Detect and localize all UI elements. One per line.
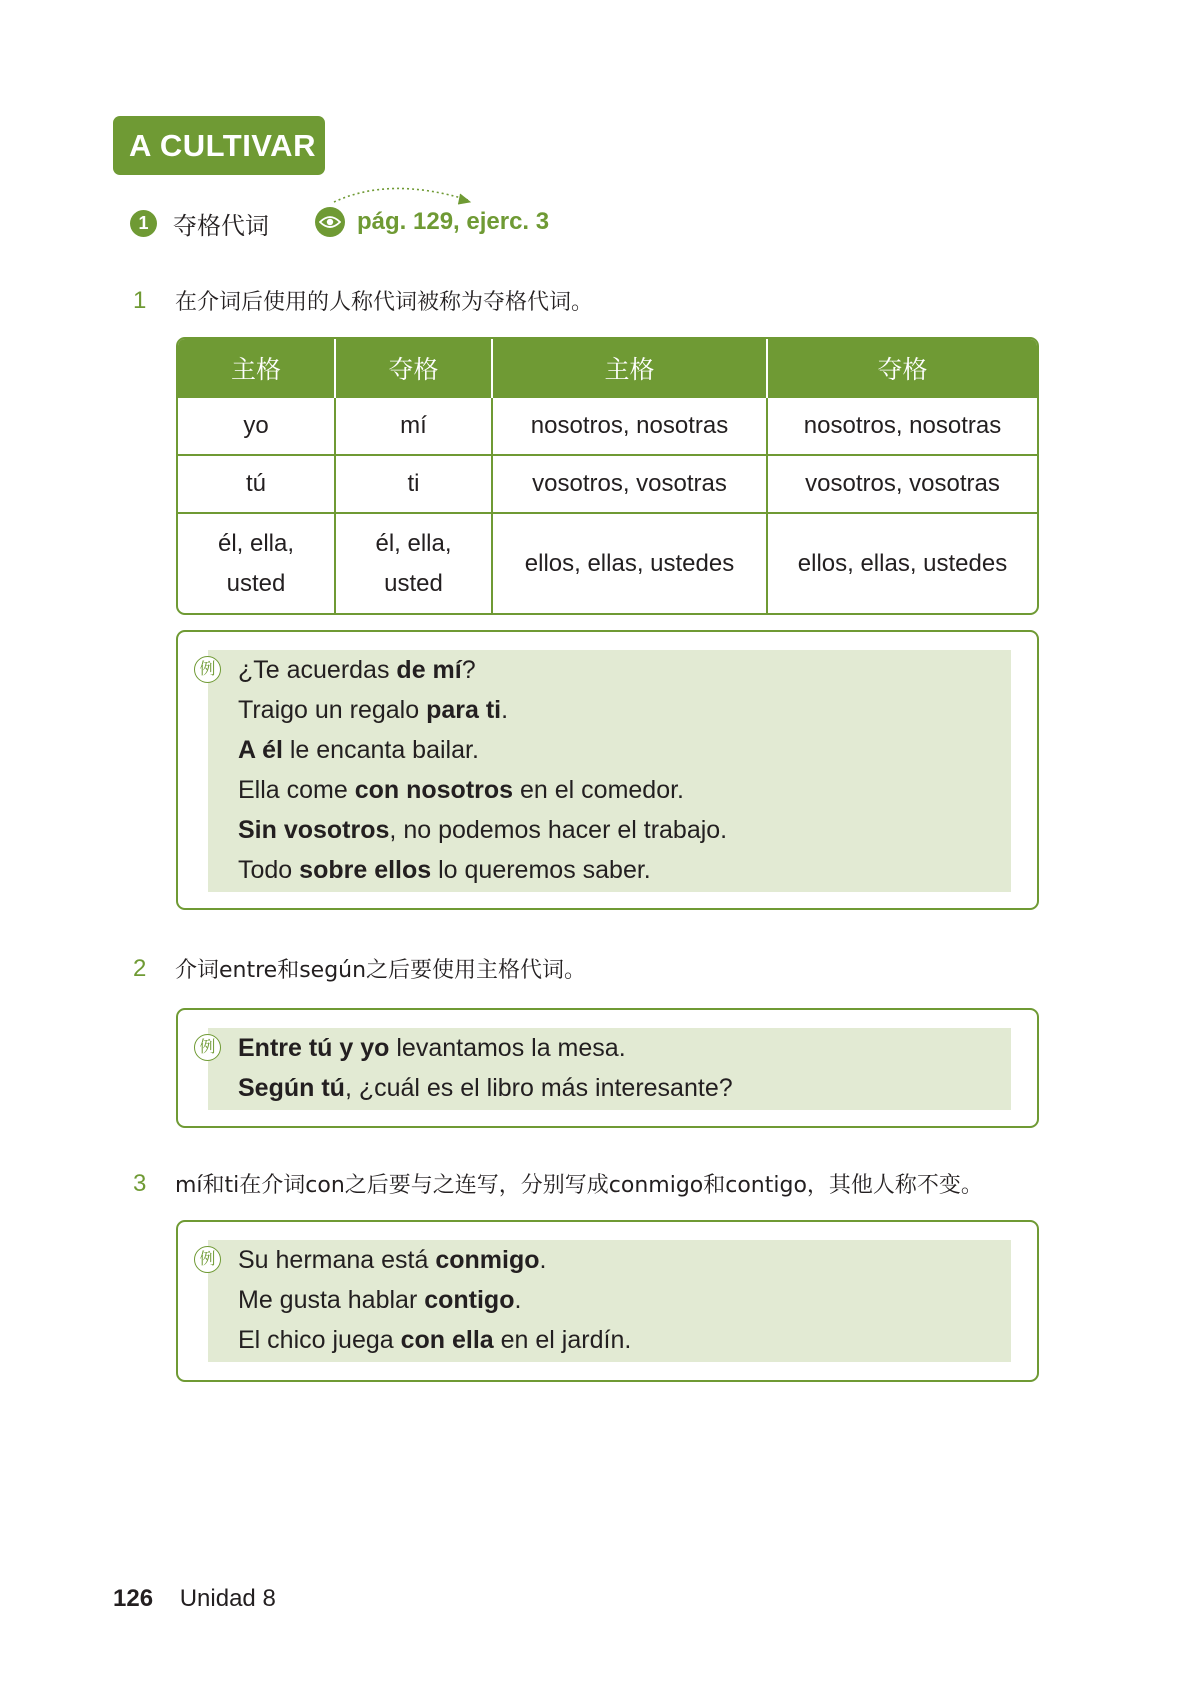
- sentence-text: ?: [461, 656, 476, 684]
- pronoun-phrase: de mí: [396, 656, 462, 684]
- table-header: 夺格: [335, 339, 492, 397]
- example-box-3: [176, 1220, 1039, 1382]
- rule-text: 在介词后使用的人称代词被称为夺格代词。: [175, 290, 594, 315]
- example-panel: [199, 650, 1011, 892]
- sentence-text: , no podemos hacer el trabajo.: [389, 816, 728, 844]
- table-cell: yo: [178, 397, 335, 455]
- table-cell: tú: [178, 455, 335, 513]
- eye-icon: [315, 207, 345, 237]
- example-lines: [238, 1240, 631, 1360]
- sentence-text: .: [539, 1246, 547, 1274]
- cell-line: usted: [226, 569, 286, 597]
- section-badge: A CULTIVAR: [113, 116, 325, 175]
- pronoun-phrase: Entre tú y yo: [238, 1034, 390, 1062]
- example-sentence: [238, 1280, 631, 1320]
- table-header: 夺格: [767, 339, 1037, 397]
- sentence-text: ¿Te acuerdas: [238, 656, 397, 684]
- example-icon: 例: [194, 1246, 221, 1273]
- sentence-text: en el comedor.: [513, 776, 684, 804]
- example-icon: 例: [194, 656, 221, 683]
- sentence-text: .: [501, 696, 509, 724]
- sentence-text: le encanta bailar.: [282, 736, 479, 764]
- table-header: 主格: [178, 339, 335, 397]
- rule-2: [133, 953, 586, 984]
- table-cell: [178, 513, 335, 613]
- example-lines: [238, 1028, 733, 1108]
- pronoun-phrase: con nosotros: [354, 776, 514, 804]
- cell-line: él, ella,: [217, 529, 295, 557]
- example-sentence: [238, 770, 727, 810]
- sentence-text: , ¿cuál es el libro más interesante?: [344, 1074, 733, 1102]
- pronoun-phrase: Sin vosotros: [238, 816, 390, 844]
- sentence-text: Su hermana está: [238, 1246, 436, 1274]
- table-cell: vosotros, vosotras: [492, 455, 767, 513]
- pronoun-phrase: A él: [238, 736, 283, 764]
- example-sentence: [238, 650, 727, 690]
- pronoun-phrase: para ti: [426, 696, 502, 724]
- rule-3: [133, 1168, 983, 1199]
- pronoun-phrase: conmigo: [435, 1246, 540, 1274]
- sentence-text: Ella come: [238, 776, 355, 804]
- pronoun-phrase: con ella: [400, 1326, 494, 1354]
- table-row: [178, 455, 1037, 513]
- rule-number: 1: [133, 286, 147, 314]
- example-sentence: [238, 1240, 631, 1280]
- pronoun-phrase: Según tú: [238, 1074, 345, 1102]
- page-number: 126: [113, 1585, 154, 1612]
- sentence-text: lo queremos saber.: [431, 856, 651, 884]
- example-panel: [199, 1240, 1011, 1362]
- cell-line: usted: [384, 569, 443, 597]
- example-box-1: [176, 630, 1039, 910]
- table-cell: [335, 513, 492, 613]
- section-title: 夺格代词: [173, 211, 269, 240]
- table-row: [178, 513, 1037, 613]
- example-box-2: [176, 1008, 1039, 1128]
- table-cell: ti: [335, 455, 492, 513]
- sentence-text: .: [514, 1286, 522, 1314]
- example-sentence: [238, 810, 727, 850]
- section-number: 1: [130, 210, 157, 237]
- sentence-text: Traigo un regalo: [238, 696, 427, 724]
- example-sentence: [238, 1320, 631, 1360]
- sentence-text: El chico juega: [238, 1326, 401, 1354]
- sentence-text: Todo: [238, 856, 300, 884]
- rule-number: 2: [133, 954, 147, 982]
- sentence-text: Me gusta hablar: [238, 1286, 425, 1314]
- cell-line: él, ella,: [375, 529, 452, 557]
- example-sentence: [238, 1068, 733, 1108]
- table-cell: ellos, ellas, ustedes: [767, 513, 1037, 613]
- example-sentence: [238, 730, 727, 770]
- table-cell: mí: [335, 397, 492, 455]
- rule-1: [133, 285, 593, 316]
- example-lines: [238, 650, 727, 890]
- rule-text: mí和ti在介词con之后要与之连写，分别写成conmigo和contigo，其他人称不变。: [175, 1173, 983, 1198]
- pronoun-phrase: sobre ellos: [299, 856, 432, 884]
- example-sentence: [238, 1028, 733, 1068]
- example-icon: 例: [194, 1034, 221, 1061]
- example-sentence: [238, 690, 727, 730]
- table-cell: nosotros, nosotras: [767, 397, 1037, 455]
- section-heading: [130, 206, 269, 240]
- rule-number: 3: [133, 1169, 147, 1197]
- table-header: 主格: [492, 339, 767, 397]
- table-cell: nosotros, nosotras: [492, 397, 767, 455]
- pronoun-table: [176, 337, 1039, 615]
- table-cell: vosotros, vosotras: [767, 455, 1037, 513]
- table-row: [178, 397, 1037, 455]
- page-reference[interactable]: [315, 205, 549, 239]
- table-cell: ellos, ellas, ustedes: [492, 513, 767, 613]
- reference-text: pág. 129, ejerc. 3: [357, 208, 550, 235]
- sentence-text: en el jardín.: [493, 1326, 632, 1354]
- unit-label: Unidad 8: [179, 1585, 276, 1612]
- sentence-text: levantamos la mesa.: [389, 1034, 626, 1062]
- example-sentence: [238, 850, 727, 890]
- example-panel: [199, 1028, 1011, 1110]
- rule-text: 介词entre和según之后要使用主格代词。: [175, 958, 587, 983]
- page-footer: [113, 1585, 276, 1613]
- pronoun-phrase: contigo: [424, 1286, 515, 1314]
